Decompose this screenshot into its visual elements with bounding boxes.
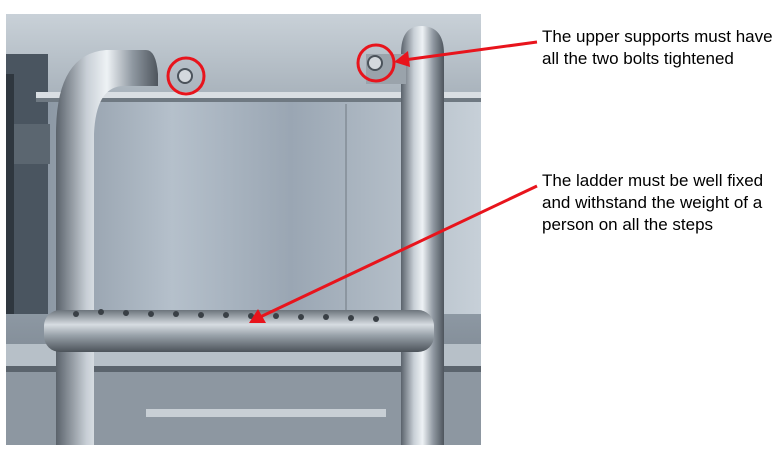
bolts-annotation-text: The upper supports must have all the two bolts tightened	[542, 27, 773, 68]
ladder-photo	[6, 14, 481, 445]
vent-grille	[14, 124, 50, 164]
ladder-annotation-text: The ladder must be well fixed and withstand the weight of a person on all the steps	[542, 171, 764, 234]
right-upper-bolt	[368, 56, 382, 70]
left-upper-bolt	[178, 69, 192, 83]
